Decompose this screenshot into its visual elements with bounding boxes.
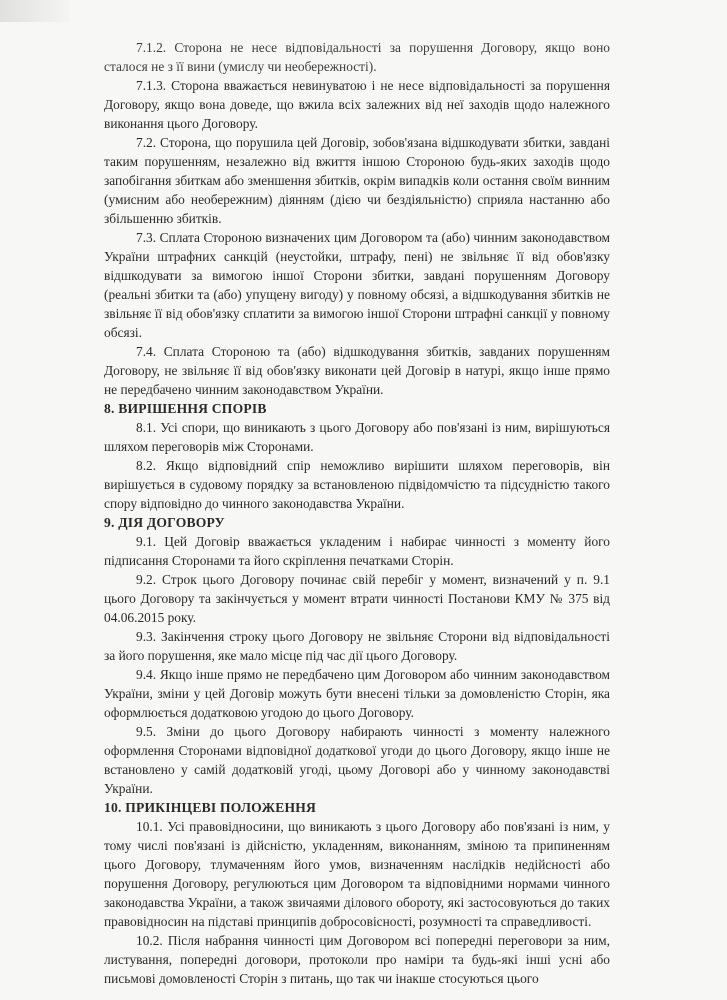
clause-9-2: 9.2. Строк цього Договору починає свій перебіг у момент, визначений у п. 9.1 цього Договору та закінчується у момент втрати чинності Постанови КМУ № 375 від 04.06.2015 року.: [104, 572, 610, 625]
clause-7-1-2: 7.1.2. Сторона не несе відповідальності за порушення Договору, якщо воно сталося не з її вини (умислу чи необережності).: [104, 40, 610, 74]
section-8-heading: 8. ВИРІШЕННЯ СПОРІВ: [104, 401, 267, 416]
section-10-heading: 10. ПРИКІНЦЕВІ ПОЛОЖЕННЯ: [104, 800, 317, 815]
clause-7-2: 7.2. Сторона, що порушила цей Договір, зобов'язана відшкодувати збитки, завдані таким порушенням, незалежно від вжиття іншою Стороною будь-яких заходів щодо запобігання збиткам або зменшення збитків, окрім випадків коли остання своїм винним (умисним або необережним) діянням (дією чи бездіяльністю) сприяла настанню або збільшенню збитків.: [104, 135, 610, 226]
clause-10-1: 10.1. Усі правовідносини, що виникають з цього Договору або пов'язані із ним, у тому числі пов'язані із дійсністю, укладенням, виконанням, зміною та припиненням цього Договору, тлумаченням його умов, визначенням наслідків недійсності або порушення Договору, регулюються цим Договором та відповідними нормами чинного законодавства України, а також звичаями ділового обороту, які застосовуються до таких правовідносин на підставі принципів добросовісності, розумності та справедливості.: [104, 819, 610, 929]
document-body: [104, 38, 610, 988]
clause-9-4: 9.4. Якщо інше прямо не передбачено цим Договором або чинним законодавством України, зміни у цей Договір можуть бути внесені тільки за домовленістю Сторін, яка оформлюється додатковою угодою до цього Договору.: [104, 667, 610, 720]
scan-artifact: [0, 0, 70, 22]
clause-9-3: 9.3. Закінчення строку цього Договору не звільняє Сторони від відповідальності за його порушення, яке мало місце під час дії цього Договору.: [104, 629, 610, 663]
section-9-heading: 9. ДІЯ ДОГОВОРУ: [104, 515, 225, 530]
clause-7-1-3: 7.1.3. Сторона вважається невинуватою і не несе відповідальності за порушення Договору, якщо вона доведе, що вжила всіх залежних від неї заходів щодо належного виконання цього Договору.: [104, 78, 610, 131]
clause-7-3: 7.3. Сплата Стороною визначених цим Договором та (або) чинним законодавством України штрафних санкцій (неустойки, штрафу, пені) не звільняє її від обов'язку відшкодувати за вимогою іншої Сторони збитки, завдані порушенням Договору (реальні збитки та (або) упущену вигоду) у повному обсязі, а відшкодування збитків не звільняє її від обов'язку сплатити за вимогою іншої Сторони штрафні санкції у повному обсязі.: [104, 230, 610, 340]
clause-7-4: 7.4. Сплата Стороною та (або) відшкодування збитків, завданих порушенням Договору, не звільняє її від обов'язку виконати цей Договір в натурі, якщо інше прямо не передбачено чинним законодавством України.: [104, 344, 610, 397]
clause-9-5: 9.5. Зміни до цього Договору набирають чинності з моменту належного оформлення Сторонами відповідної додаткової угоди до цього Договору, якщо інше не встановлено у самій додатковій угоді, цьому Договорі або у чинному законодавстві України.: [104, 724, 610, 796]
clause-8-1: 8.1. Усі спори, що виникають з цього Договору або пов'язані із ним, вирішуються шляхом переговорів між Сторонами.: [104, 420, 610, 454]
clause-8-2: 8.2. Якщо відповідний спір неможливо вирішити шляхом переговорів, він вирішується в судовому порядку за встановленою підвідомчістю та підсудністю такого спору відповідно до чинного законодавства України.: [104, 458, 610, 511]
clause-10-2: 10.2. Після набрання чинності цим Договором всі попередні переговори за ним, листування, попередні договори, протоколи про наміри та будь-які інші усні або письмові домовленості Сторін з питань, що так чи інакше стосуються цього: [104, 933, 610, 986]
clause-9-1: 9.1. Цей Договір вважається укладеним і набирає чинності з моменту його підписання Сторонами та його скріплення печатками Сторін.: [104, 534, 610, 568]
